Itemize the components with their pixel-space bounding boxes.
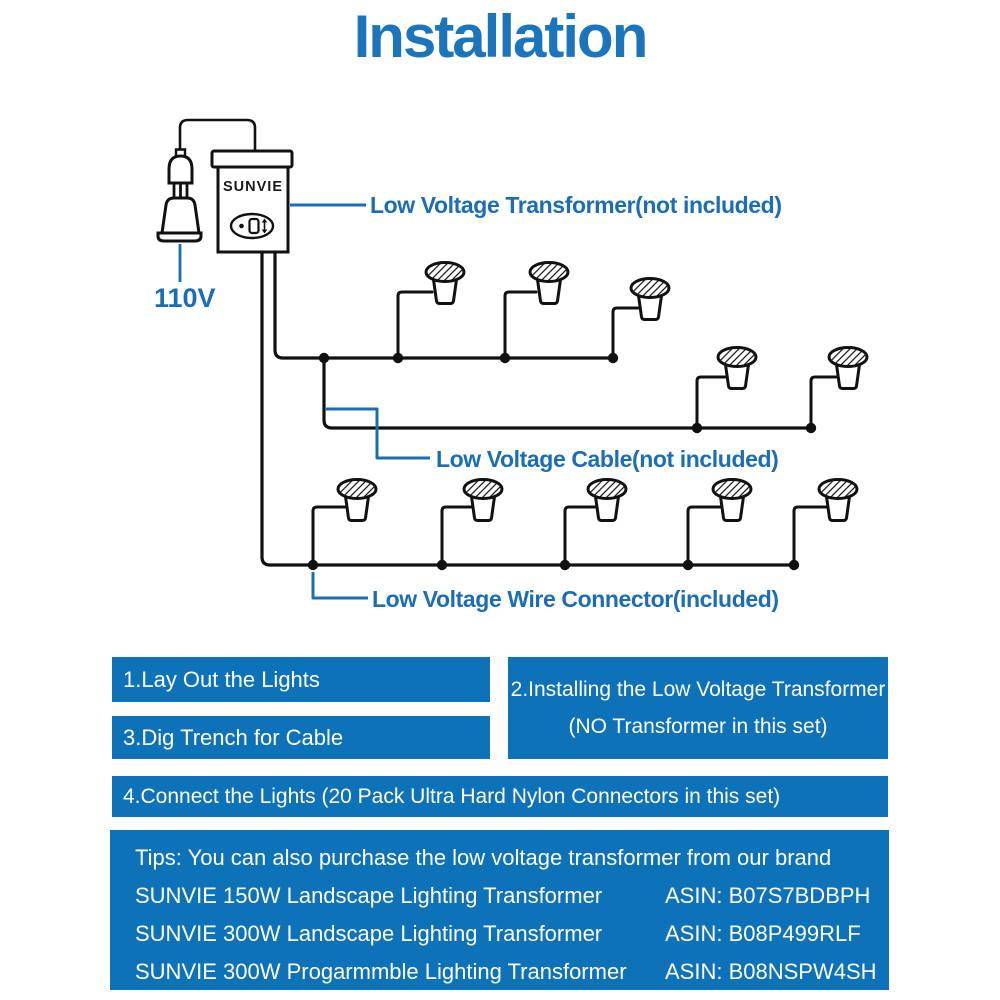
step-1-text: 1.Lay Out the Lights xyxy=(123,666,320,692)
wire-connector-dot xyxy=(692,423,702,433)
cable-callout-line xyxy=(325,409,430,458)
tips-header: Tips: You can also purchase the low voltage transformer from our brand xyxy=(135,845,832,870)
wire-connector-dot xyxy=(608,353,618,363)
step-box-1 xyxy=(112,657,490,702)
wire-connector-dot xyxy=(560,560,570,570)
pathway-light-icon xyxy=(713,480,751,521)
wire-connector-dot xyxy=(319,353,329,363)
transformer-logo: SUNVIE xyxy=(223,179,283,195)
product-name: SUNVIE 150W Landscape Lighting Transformer xyxy=(135,883,603,908)
pathway-light-icon xyxy=(819,480,857,521)
pathway-light-icon xyxy=(718,348,756,389)
pathway-light-icon xyxy=(588,480,626,521)
outlet-icon xyxy=(158,198,201,241)
callout-lines xyxy=(290,205,430,598)
step-box-2 xyxy=(508,657,888,759)
wire-connector-dot xyxy=(437,560,447,570)
wire-connector-dot xyxy=(393,353,403,363)
wire-connector-dot xyxy=(683,560,693,570)
pathway-light-icon xyxy=(338,480,376,521)
wire-connector-dot xyxy=(789,560,799,570)
product-asin: ASIN: B07S7BDBPH xyxy=(665,883,871,908)
wire-connector-dot xyxy=(806,423,816,433)
tips-product-row xyxy=(135,953,889,991)
product-name: SUNVIE 300W Progarmmble Lighting Transformer xyxy=(135,959,627,984)
step-4-text: 4.Connect the Lights (20 Pack Ultra Hard Nylon Connectors in this set) xyxy=(123,784,781,808)
product-name: SUNVIE 300W Landscape Lighting Transformer xyxy=(135,921,603,946)
step-2-line-1: 2.Installing the Low Voltage Transformer xyxy=(510,677,886,701)
pathway-light-icon xyxy=(426,263,464,304)
tips-box xyxy=(110,830,889,990)
connector-callout-line xyxy=(313,572,368,598)
pathway-light-icon xyxy=(631,279,669,320)
step-2-line-2: (NO Transformer in this set) xyxy=(568,714,828,738)
tips-product-row xyxy=(135,877,889,915)
pathway-light-icon xyxy=(829,348,867,389)
cable-label: Low Voltage Cable(not included) xyxy=(436,446,779,472)
step-3-text: 3.Dig Trench for Cable xyxy=(123,724,344,750)
voltage-label: 110V xyxy=(154,283,216,313)
product-asin: ASIN: B08P499RLF xyxy=(665,921,861,946)
pathway-light-icon xyxy=(530,263,568,304)
transformer-box xyxy=(212,151,292,252)
transformer-label: Low Voltage Transformer(not included) xyxy=(370,192,782,218)
step-box-4 xyxy=(112,776,888,817)
lights-layer xyxy=(338,263,867,521)
connector-label: Low Voltage Wire Connector(included) xyxy=(372,586,779,612)
wire-connector-dot xyxy=(500,353,510,363)
product-asin: ASIN: B08NSPW4SH xyxy=(665,959,877,984)
pathway-light-icon xyxy=(464,480,502,521)
page-title: Installation xyxy=(353,3,647,70)
plug-icon xyxy=(169,150,192,203)
wire-connector-dot xyxy=(308,560,318,570)
step-box-3 xyxy=(112,716,490,759)
tips-product-row xyxy=(135,915,889,953)
